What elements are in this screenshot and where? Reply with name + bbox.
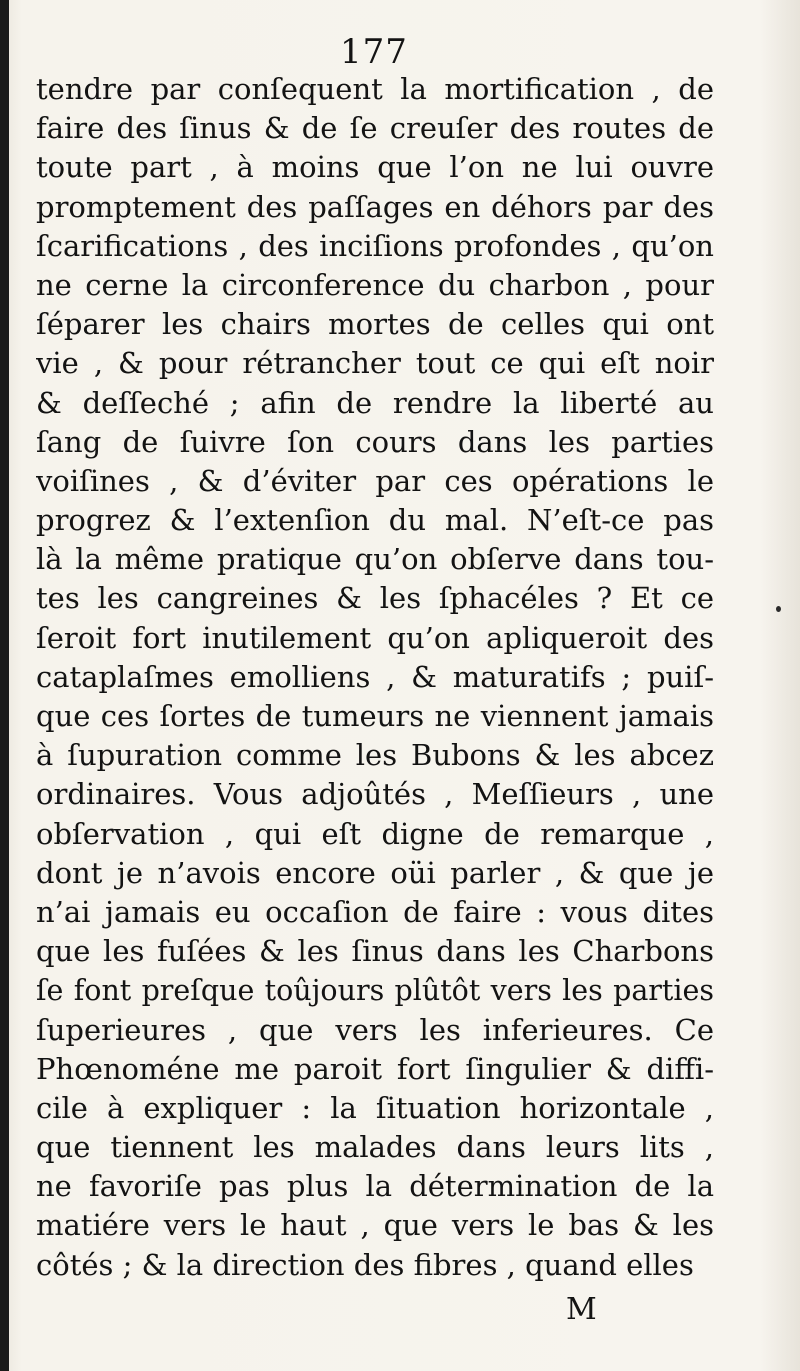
text-line: matiére vers le haut , que vers le bas & les: [36, 1208, 714, 1243]
text-line: ſcarifications , des inciſions profondes , qu’on: [36, 228, 714, 263]
text-line: ſéparer les chairs mortes de celles qui ont: [36, 307, 714, 342]
text-line: faire des ſinus & de ſe creuſer des routes de: [36, 111, 714, 146]
text-line: toute part , à moins que l’on ne lui ouvre: [36, 150, 714, 185]
text-line: ne cerne la circonference du charbon , pour: [36, 267, 714, 302]
text-line: cataplaſmes emolliens , & maturatifs ; puiſ-: [36, 659, 714, 694]
page-number: 177: [340, 32, 408, 72]
text-line: promptement des paſſages en déhors par des: [36, 189, 714, 224]
text-line: que tiennent les malades dans leurs lits ,: [36, 1130, 714, 1165]
text-line: tendre par conſequent la mortification , de: [36, 72, 714, 106]
catchword: M: [566, 1292, 597, 1327]
text-line: à ſupuration comme les Bubons & les abcez: [36, 738, 714, 773]
text-line: ordinaires. Vous adjoûtés , Meſſieurs , une: [36, 777, 714, 812]
text-line: tes les cangreines & les ſphacéles ? Et ce: [36, 581, 714, 616]
text-line: dont je n’avois encore oüi parler , & que je: [36, 855, 714, 890]
text-line: que les fuſées & les ſinus dans les Charbons: [36, 934, 714, 969]
text-line: là la même pratique qu’on obſerve dans tou-: [36, 542, 714, 577]
text-line: côtés ; & la direction des fibres , quand elles: [36, 1247, 694, 1282]
text-line: voiſines , & d’éviter par ces opérations le: [36, 463, 714, 498]
text-line: ſang de ſuivre ſon cours dans les parties: [36, 424, 714, 459]
page-edge-shadow: [0, 0, 9, 1371]
text-line: Phœnoméne me paroit fort ſingulier & diffi-: [36, 1051, 714, 1086]
text-line: ſe font preſque toûjours plûtôt vers les parties: [36, 974, 714, 1008]
text-line: ſeroit fort inutilement qu’on apliqueroit des: [36, 620, 714, 655]
ink-speck: [776, 606, 781, 612]
text-line: n’ai jamais eu occaſion de faire : vous dites: [36, 894, 714, 929]
text-line: que ces ſortes de tumeurs ne viennent jamais: [36, 699, 714, 733]
text-line: vie , & pour rétrancher tout ce qui eſt noir: [36, 346, 714, 381]
body-text: [36, 70, 714, 1285]
text-line: obſervation , qui eſt digne de remarque ,: [36, 816, 714, 851]
text-line: ne favoriſe pas plus la détermination de la: [36, 1169, 714, 1204]
text-line: & deſſeché ; afin de rendre la liberté au: [36, 385, 714, 420]
text-line: cile à expliquer : la ſituation horizontale ,: [36, 1090, 714, 1125]
text-line: ſuperieures , que vers les inferieures. Ce: [36, 1012, 714, 1047]
text-line: progrez & l’extenſion du mal. N’eſt-ce pas: [36, 503, 714, 538]
